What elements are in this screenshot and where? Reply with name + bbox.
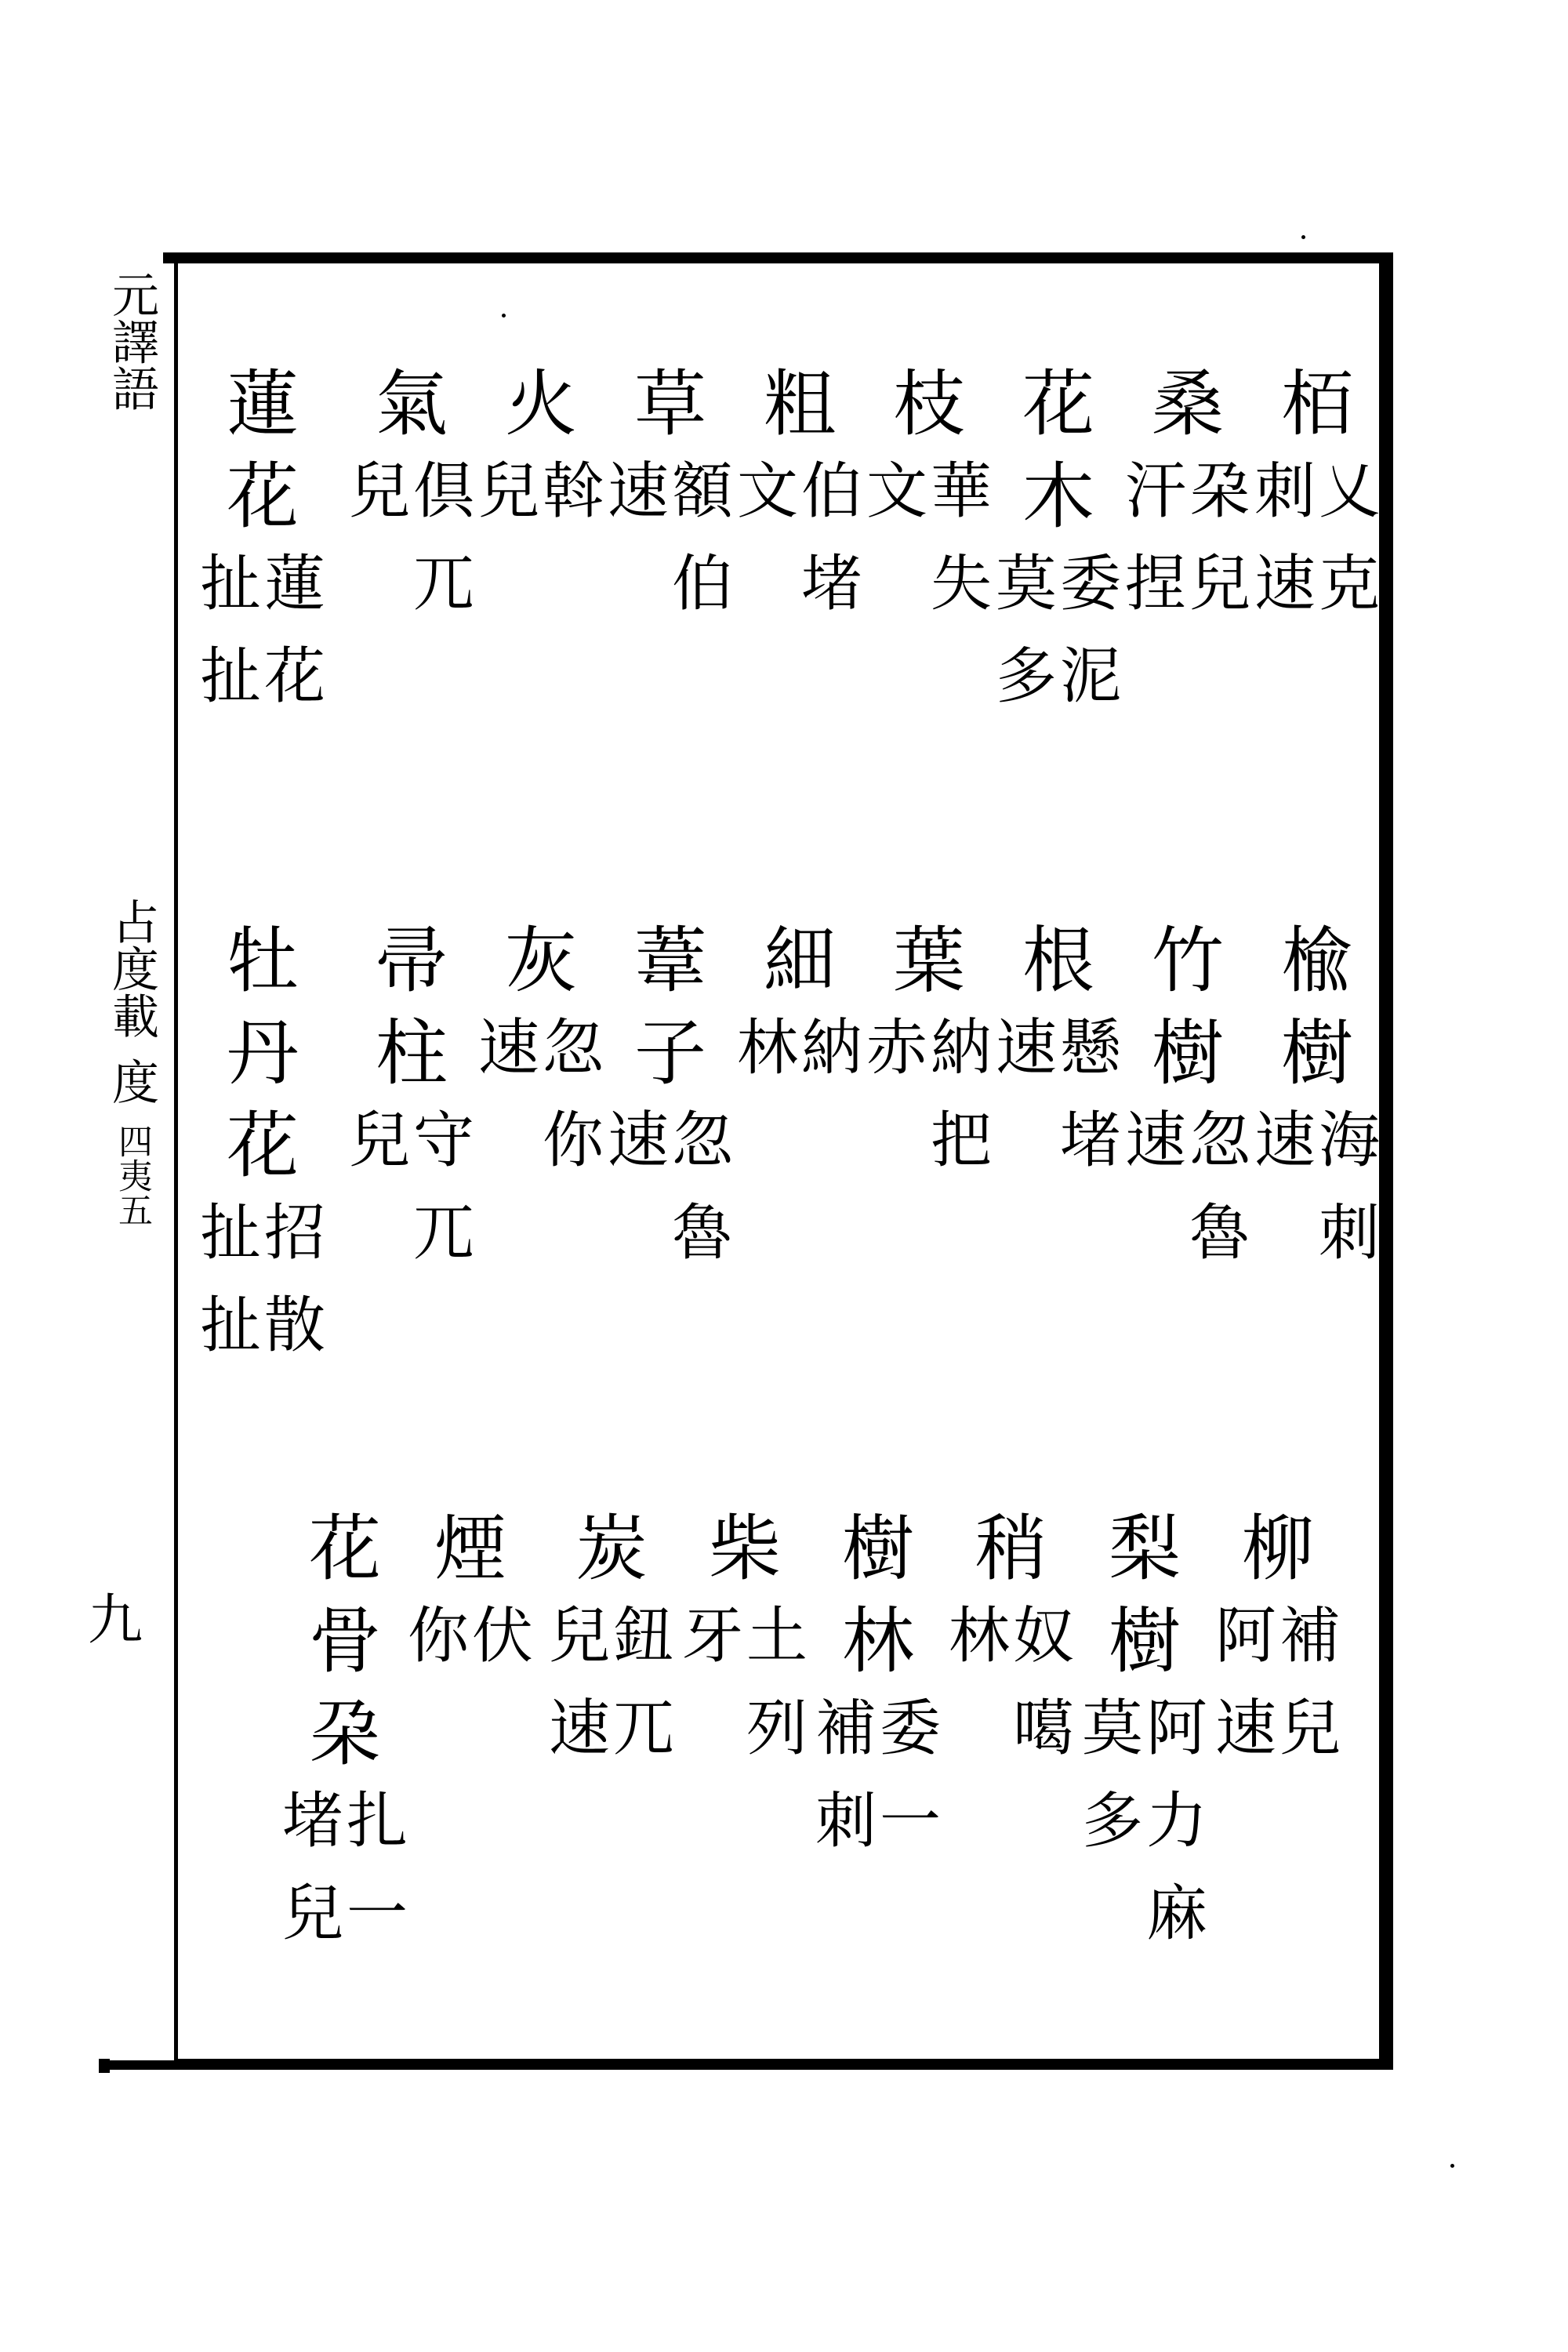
entry: [349, 919, 475, 1295]
gloss-column: [613, 1601, 675, 1791]
headword-char: 帚: [375, 919, 448, 1003]
entry-headword: [1215, 1507, 1341, 1606]
gloss-column: [608, 1105, 670, 1295]
gloss-char: 倶: [413, 456, 475, 527]
gloss-char: 兀: [413, 549, 475, 619]
gloss-char: 速: [1125, 1105, 1187, 1176]
entry-gloss: [408, 1601, 534, 1698]
gloss-column: [996, 549, 1058, 739]
entry-headword: [737, 919, 862, 1018]
headword-char: 花: [308, 1507, 381, 1591]
gloss-char: 扯: [200, 1198, 262, 1269]
gloss-char: 兀: [613, 1693, 675, 1764]
gloss-char: 捏: [1125, 549, 1187, 619]
gloss-char: 委: [1060, 549, 1122, 619]
headword-char: 煙: [434, 1507, 506, 1591]
gloss-column: [608, 456, 670, 646]
headword-char: 柳: [1241, 1507, 1314, 1591]
gloss-column: [1215, 1601, 1277, 1791]
gloss-column: [1279, 1601, 1341, 1791]
entry: [349, 362, 475, 646]
entry-headword: [996, 919, 1121, 1018]
entry-headword: [200, 362, 325, 554]
gloss-char: 兒: [349, 1105, 411, 1176]
entry-headword: [996, 362, 1121, 554]
gloss-column: [1254, 456, 1316, 646]
entry-headword: [682, 1507, 808, 1606]
headword-char: 粗: [763, 362, 836, 446]
frame-rule: [106, 2060, 184, 2070]
entry: [608, 362, 734, 646]
gloss-char: 兀: [413, 1198, 475, 1269]
gloss-char: 兒: [282, 1878, 344, 1949]
gloss-char: 文: [737, 456, 799, 527]
entry: [478, 362, 604, 554]
gloss-char: 補: [815, 1693, 877, 1764]
entry-gloss: [866, 456, 993, 646]
gloss-column: [472, 1601, 534, 1698]
entry-headword: [349, 362, 474, 461]
entry-gloss: [282, 1786, 408, 1976]
entry-headword: [408, 1507, 533, 1606]
gloss-column: [1146, 1693, 1208, 1976]
headword-char: 葦: [633, 919, 706, 1003]
headword-char: 楡: [1280, 919, 1353, 1003]
gloss-char: 赤: [866, 1013, 928, 1083]
headword-char: 氣: [375, 362, 448, 446]
entry-headword: [1125, 362, 1250, 461]
gloss-char: 力: [1146, 1786, 1208, 1857]
entry-gloss: [608, 456, 734, 646]
entry-gloss: [949, 1601, 1075, 1791]
entry: [1215, 1507, 1341, 1791]
entry: [737, 362, 863, 646]
gloss-column: [478, 456, 540, 554]
gloss-char: 招: [264, 1198, 326, 1269]
gloss-char: 兒: [478, 456, 540, 527]
headword-char: 樹: [1280, 1011, 1353, 1095]
gloss-char: 伯: [672, 549, 734, 619]
entry-gloss: [682, 1601, 808, 1791]
margin-folio: 四夷五: [112, 1123, 152, 1227]
entry-headword: [1254, 919, 1380, 1110]
gloss-char: 扯: [200, 1290, 262, 1361]
gloss-char: 奴: [1013, 1601, 1075, 1671]
headword-char: 子: [633, 1011, 706, 1095]
gloss-char: 花: [264, 641, 326, 712]
gloss-column: [1013, 1601, 1075, 1791]
gloss-char: 補: [1279, 1601, 1341, 1671]
entry-headword: [1254, 362, 1380, 461]
headword-char: 竹: [1151, 919, 1224, 1003]
gloss-char: 兒: [549, 1601, 611, 1671]
entry-gloss: [1215, 1601, 1341, 1791]
gloss-column: [672, 456, 734, 646]
gloss-char: 失: [931, 549, 993, 619]
gloss-column: [866, 1013, 928, 1203]
gloss-column: [737, 456, 799, 646]
gloss-char: 克: [1319, 549, 1381, 619]
gloss-column: [1319, 456, 1381, 646]
gloss-char: 林: [949, 1601, 1011, 1671]
entry: [949, 1507, 1075, 1791]
gloss-column: [1125, 456, 1187, 646]
headword-char: 桑: [1151, 362, 1224, 446]
gloss-column: [1125, 1105, 1187, 1295]
gloss-column: [543, 1013, 604, 1203]
speck: [1450, 2164, 1454, 2168]
entry-headword: [608, 919, 733, 1110]
headword-char: 梨: [1108, 1507, 1181, 1591]
entry: [282, 1507, 408, 1976]
gloss-column: [1060, 1013, 1122, 1203]
margin-subtitle: 度: [104, 1058, 159, 1105]
gloss-char: 朶: [1189, 456, 1251, 527]
entry: [996, 919, 1122, 1203]
gloss-column: [801, 456, 863, 646]
gloss-column: [866, 456, 928, 646]
entry-gloss: [478, 456, 604, 554]
entry-headword: [1125, 919, 1250, 1110]
gloss-char: 忽: [1189, 1105, 1251, 1176]
entry-gloss: [608, 1105, 734, 1295]
gloss-char: 扯: [200, 641, 262, 712]
entry: [408, 1507, 534, 1698]
gloss-char: 忽: [543, 1013, 604, 1083]
headword-char: 稍: [975, 1507, 1047, 1591]
gloss-column: [746, 1601, 808, 1791]
gloss-char: 麻: [1146, 1878, 1208, 1949]
entry-gloss: [737, 1013, 863, 1110]
entry: [682, 1507, 808, 1791]
headword-char: 枝: [892, 362, 965, 446]
gloss-column: [931, 1013, 993, 1203]
gloss-char: 納: [801, 1013, 863, 1083]
gloss-column: [1319, 1105, 1381, 1295]
headword-char: 丹: [226, 1011, 299, 1095]
entry-headword: [349, 919, 474, 1110]
headword-char: 林: [841, 1599, 914, 1683]
gloss-char: 多: [996, 641, 1058, 712]
gloss-char: 速: [608, 1105, 670, 1176]
entry-headword: [478, 919, 604, 1018]
gloss-char: 牙: [682, 1601, 744, 1671]
margin-section: 占度載: [104, 898, 159, 1039]
gloss-column: [815, 1693, 877, 1883]
gloss-column: [880, 1693, 942, 1883]
entry: [737, 919, 863, 1110]
gloss-char: 速: [608, 456, 670, 527]
headword-char: 樹: [1108, 1599, 1181, 1683]
gloss-char: 莫: [1082, 1693, 1144, 1764]
gloss-column: [413, 456, 475, 646]
gloss-char: 魯: [1189, 1198, 1251, 1269]
entry-gloss: [996, 1013, 1122, 1203]
gloss-column: [543, 456, 604, 554]
gloss-char: 阿: [1146, 1693, 1208, 1764]
entry-headword: [737, 362, 862, 461]
gloss-char: 速: [478, 1013, 540, 1083]
headword-char: 蓮: [226, 362, 299, 446]
entry: [549, 1507, 675, 1791]
gloss-char: 蓮: [264, 549, 326, 619]
gloss-char: 一: [880, 1786, 942, 1857]
gloss-column: [264, 549, 326, 739]
headword-char: 柱: [375, 1011, 448, 1095]
gloss-char: 多: [1082, 1786, 1144, 1857]
gloss-column: [264, 1198, 326, 1388]
gloss-column: [282, 1786, 344, 1976]
gloss-column: [1254, 1105, 1316, 1295]
entry: [1254, 362, 1381, 646]
entry-gloss: [1254, 456, 1381, 646]
gloss-char: 莫: [996, 549, 1058, 619]
entry: [200, 362, 326, 739]
gloss-char: 林: [737, 1013, 799, 1083]
headword-char: 炭: [575, 1507, 648, 1591]
gloss-char: 伯: [801, 456, 863, 527]
headword-char: 樹: [841, 1507, 914, 1591]
entry-gloss: [1125, 1105, 1251, 1295]
gloss-char: 速: [1254, 549, 1316, 619]
gloss-char: 速: [996, 1013, 1058, 1083]
entry-headword: [815, 1507, 941, 1698]
headword-char: 花: [226, 1104, 299, 1188]
page-number: 九: [88, 1588, 143, 1652]
gloss-char: 文: [866, 456, 928, 527]
gloss-char: 速: [549, 1693, 611, 1764]
entry-gloss: [1082, 1693, 1208, 1976]
entry-gloss: [200, 1198, 326, 1388]
entry-headword: [200, 919, 325, 1203]
gloss-column: [949, 1601, 1011, 1791]
gloss-char: 堵: [282, 1786, 344, 1857]
corner-mark: [99, 2059, 110, 2073]
gloss-char: 額: [672, 456, 734, 527]
gloss-char: 一: [347, 1878, 408, 1949]
gloss-column: [349, 456, 411, 646]
gloss-char: 華: [931, 456, 993, 527]
headword-char: 牡: [226, 919, 299, 1003]
gloss-column: [996, 1013, 1058, 1203]
gloss-column: [1082, 1693, 1144, 1976]
entry-headword: [549, 1507, 674, 1606]
entry-headword: [949, 1507, 1074, 1606]
gloss-char: 速: [1254, 1105, 1316, 1176]
gloss-column: [682, 1601, 744, 1791]
entry-gloss: [866, 1013, 993, 1203]
entry: [996, 362, 1122, 739]
gloss-char: 堵: [1060, 1105, 1122, 1176]
gloss-column: [1189, 456, 1251, 646]
gloss-char: 列: [746, 1693, 808, 1764]
entry-gloss: [349, 1105, 475, 1295]
entry-gloss: [996, 549, 1122, 739]
gloss-char: 土: [746, 1601, 808, 1671]
gloss-char: 魯: [672, 1198, 734, 1269]
gloss-char: 乂: [1319, 456, 1381, 527]
headword-char: 樹: [1151, 1011, 1224, 1095]
gloss-column: [1189, 1105, 1251, 1295]
gloss-column: [737, 1013, 799, 1110]
gloss-char: 斡: [543, 456, 604, 527]
speck: [502, 314, 506, 318]
entry-gloss: [549, 1601, 675, 1791]
headword-char: 花: [1022, 362, 1094, 446]
gloss-char: 速: [1215, 1693, 1277, 1764]
headword-char: 細: [763, 919, 836, 1003]
headword-char: 栢: [1280, 362, 1353, 446]
gloss-column: [413, 1105, 475, 1295]
entry-headword: [282, 1507, 408, 1791]
gloss-char: 把: [931, 1105, 993, 1176]
gloss-char: 伏: [472, 1601, 534, 1671]
gloss-column: [347, 1786, 408, 1976]
entry-gloss: [478, 1013, 604, 1203]
headword-char: 灰: [504, 919, 577, 1003]
entry-gloss: [737, 456, 863, 646]
gloss-column: [478, 1013, 540, 1203]
entry-gloss: [1125, 456, 1251, 646]
entry: [608, 919, 734, 1295]
gloss-char: 你: [543, 1105, 604, 1176]
gloss-char: 你: [408, 1601, 470, 1671]
headword-char: 葉: [892, 919, 965, 1003]
entry: [1254, 919, 1381, 1295]
gloss-char: 刺: [815, 1786, 877, 1857]
speck: [1301, 235, 1305, 239]
gloss-char: 扯: [200, 549, 262, 619]
entry: [1082, 1507, 1208, 1976]
entry: [1125, 362, 1251, 646]
gloss-column: [200, 1198, 262, 1388]
gloss-column: [672, 1105, 734, 1295]
gloss-char: 鈕: [613, 1601, 675, 1671]
entry-headword: [866, 919, 992, 1018]
headword-char: 朶: [308, 1692, 381, 1776]
gloss-char: 噶: [1013, 1693, 1075, 1764]
gloss-char: 阿: [1215, 1601, 1277, 1671]
gloss-column: [549, 1601, 611, 1791]
entry-headword: [866, 362, 992, 461]
gloss-char: 兒: [1189, 549, 1251, 619]
entry: [200, 919, 326, 1388]
gloss-char: 刺: [1254, 456, 1316, 527]
gloss-char: 扎: [347, 1786, 408, 1857]
gloss-char: 委: [880, 1693, 942, 1764]
gloss-char: 海: [1319, 1105, 1381, 1176]
gloss-char: 懸: [1060, 1013, 1122, 1083]
gloss-column: [349, 1105, 411, 1295]
gloss-char: 堵: [801, 549, 863, 619]
gloss-char: 納: [931, 1013, 993, 1083]
entry-gloss: [349, 456, 475, 646]
gloss-char: 散: [264, 1290, 326, 1361]
headword-char: 木: [1022, 455, 1094, 539]
entry: [815, 1507, 942, 1883]
entry-headword: [608, 362, 733, 461]
gloss-char: 泥: [1060, 641, 1122, 712]
entry: [866, 362, 993, 646]
entry-gloss: [1254, 1105, 1381, 1295]
entry-gloss: [200, 549, 326, 739]
headword-char: 草: [633, 362, 706, 446]
gloss-column: [1060, 549, 1122, 739]
margin-column: [93, 270, 171, 1227]
headword-char: 骨: [308, 1599, 381, 1683]
gloss-char: 汗: [1125, 456, 1187, 527]
entry: [1125, 919, 1251, 1295]
gloss-char: 兒: [1279, 1693, 1341, 1764]
gloss-column: [801, 1013, 863, 1110]
gloss-column: [200, 549, 262, 739]
headword-char: 根: [1022, 919, 1094, 1003]
gloss-char: 守: [413, 1105, 475, 1176]
gloss-char: 兒: [349, 456, 411, 527]
gloss-column: [931, 456, 993, 646]
headword-char: 柴: [708, 1507, 781, 1591]
entry-headword: [478, 362, 604, 461]
gloss-char: 刺: [1319, 1198, 1381, 1269]
entry: [478, 919, 604, 1203]
entry-headword: [1082, 1507, 1207, 1698]
entry: [866, 919, 993, 1203]
entry-gloss: [815, 1693, 942, 1883]
headword-char: 火: [504, 362, 577, 446]
headword-char: 花: [226, 455, 299, 539]
margin-title: 元譯語: [104, 270, 159, 412]
gloss-char: 忽: [672, 1105, 734, 1176]
gloss-column: [408, 1601, 470, 1698]
frame-rule-top: [163, 252, 179, 263]
